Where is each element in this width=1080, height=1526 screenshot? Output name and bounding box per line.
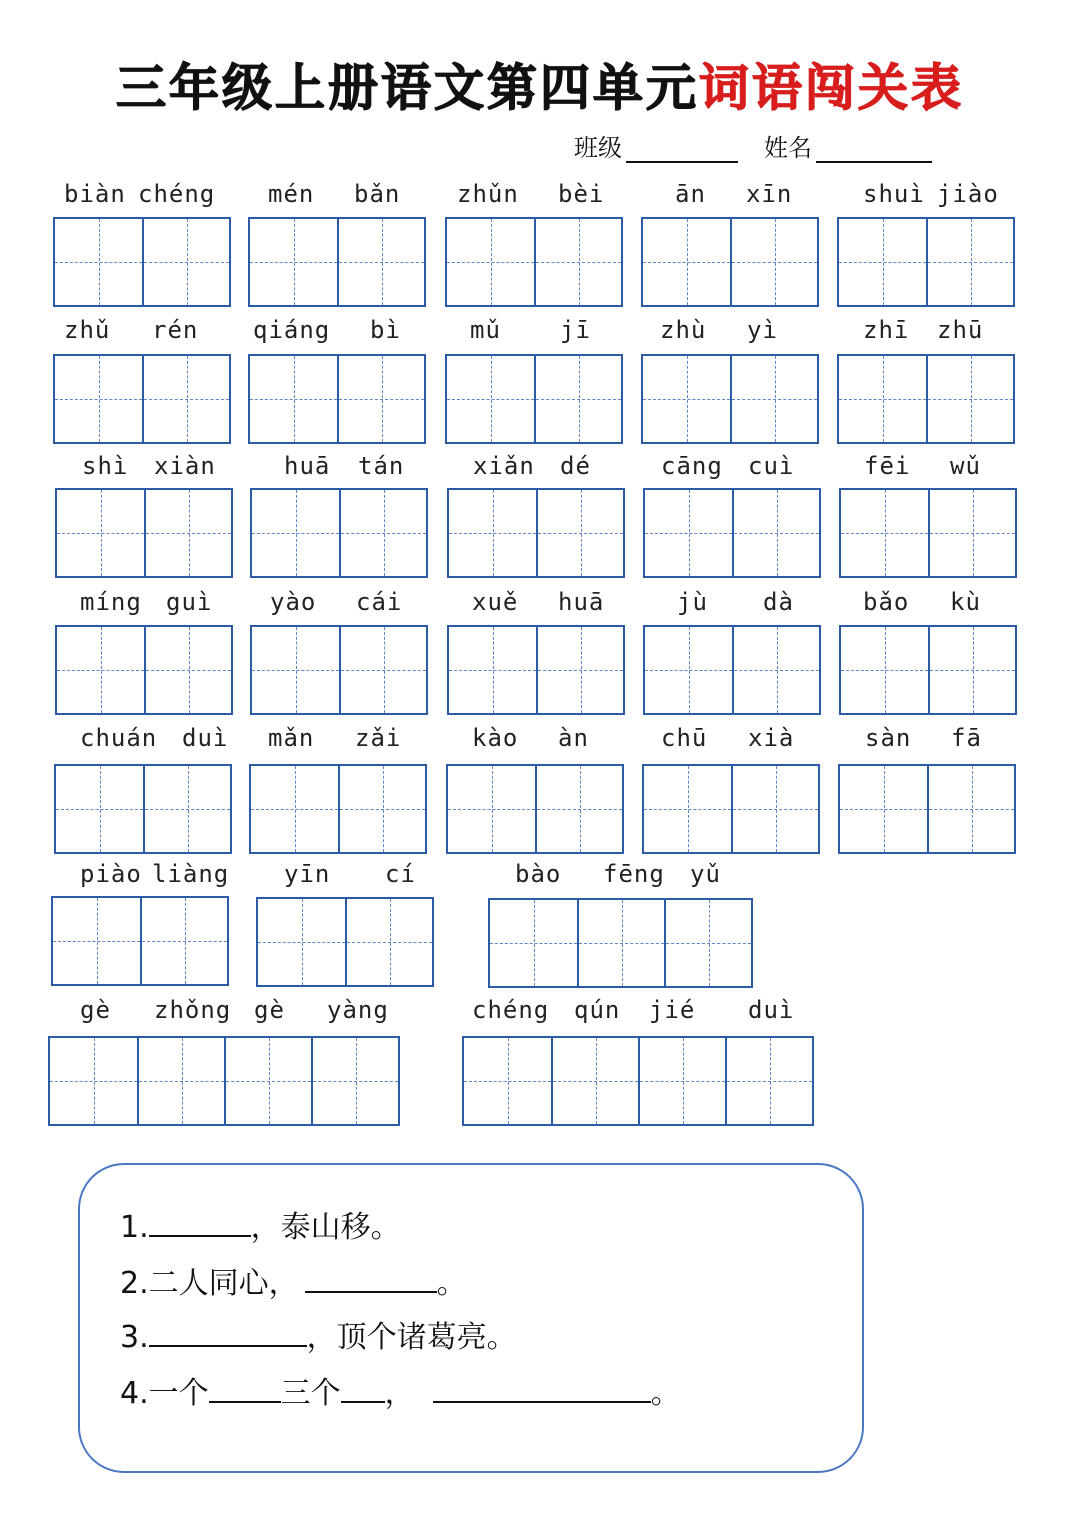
char-grid[interactable]	[446, 764, 624, 854]
char-grid[interactable]	[51, 896, 229, 986]
char-grid[interactable]	[445, 354, 623, 444]
pinyin-syllable: zhǔ	[64, 316, 111, 344]
pinyin-syllable: rén	[152, 316, 199, 344]
char-cell[interactable]	[142, 219, 229, 305]
char-grid[interactable]	[643, 488, 821, 578]
char-cell[interactable]	[840, 766, 927, 852]
pinyin-syllable: tán	[358, 452, 405, 480]
question-4	[120, 1368, 681, 1412]
char-cell[interactable]	[345, 899, 432, 985]
char-cell[interactable]	[250, 356, 337, 442]
char-grid[interactable]	[837, 217, 1015, 307]
char-grid[interactable]	[488, 898, 753, 988]
pinyin-syllable: míng	[80, 588, 142, 616]
worksheet-title	[0, 48, 1080, 120]
char-cell[interactable]	[926, 219, 1013, 305]
char-grid[interactable]	[837, 354, 1015, 444]
char-cell[interactable]	[535, 766, 622, 852]
char-cell[interactable]	[534, 356, 621, 442]
pinyin-syllable: cí	[385, 860, 416, 888]
char-cell[interactable]	[56, 766, 143, 852]
char-cell[interactable]	[448, 766, 535, 852]
question-text: 三个	[280, 1376, 341, 1411]
pinyin-syllable: jiào	[937, 180, 999, 208]
char-grid[interactable]	[248, 354, 426, 444]
pinyin-syllable: cái	[356, 588, 403, 616]
pinyin-syllable: cuì	[748, 452, 795, 480]
pinyin-syllable: bèi	[558, 180, 605, 208]
char-cell[interactable]	[664, 900, 751, 986]
char-cell[interactable]	[339, 490, 426, 576]
pinyin-syllable: qún	[574, 996, 621, 1024]
char-cell[interactable]	[730, 219, 817, 305]
answer-blank[interactable]	[305, 1261, 437, 1293]
char-cell[interactable]	[725, 1038, 812, 1124]
char-grid[interactable]	[55, 488, 233, 578]
char-grid[interactable]	[250, 625, 428, 715]
char-cell[interactable]	[536, 490, 623, 576]
pinyin-syllable: liàng	[152, 860, 230, 888]
char-cell[interactable]	[252, 490, 339, 576]
pinyin-syllable: sàn	[865, 724, 912, 752]
pinyin-syllable: gè	[254, 996, 285, 1024]
question-number: 2.	[120, 1266, 149, 1301]
char-cell[interactable]	[643, 356, 730, 442]
pinyin-syllable: gè	[80, 996, 111, 1024]
char-cell[interactable]	[644, 766, 731, 852]
class-field[interactable]	[574, 128, 738, 163]
char-cell[interactable]	[638, 1038, 725, 1124]
char-grid[interactable]	[256, 897, 434, 987]
pinyin-syllable: zhǔn	[457, 180, 519, 208]
pinyin-syllable: yàng	[327, 996, 389, 1024]
title-highlight: 词语闯关表	[699, 58, 964, 117]
char-cell[interactable]	[839, 219, 926, 305]
char-cell[interactable]	[143, 766, 230, 852]
char-cell[interactable]	[645, 490, 732, 576]
pinyin-syllable: biàn	[64, 180, 126, 208]
char-cell[interactable]	[337, 356, 424, 442]
char-cell[interactable]	[337, 219, 424, 305]
char-cell[interactable]	[643, 219, 730, 305]
pinyin-syllable: kù	[950, 588, 981, 616]
answer-blank[interactable]	[149, 1315, 307, 1347]
char-grid[interactable]	[249, 764, 427, 854]
pinyin-syllable: ān	[675, 180, 706, 208]
pinyin-syllable: huā	[558, 588, 605, 616]
pinyin-syllable: zhǒng	[154, 996, 232, 1024]
char-grid[interactable]	[839, 625, 1017, 715]
char-cell[interactable]	[142, 356, 229, 442]
char-cell[interactable]	[490, 900, 577, 986]
char-cell[interactable]	[140, 898, 227, 984]
question-2	[120, 1258, 467, 1302]
question-text: 。	[650, 1376, 681, 1411]
pinyin-syllable: bǎn	[354, 180, 401, 208]
char-cell[interactable]	[339, 627, 426, 713]
name-blank[interactable]	[816, 135, 932, 163]
pinyin-syllable: zhù	[660, 316, 707, 344]
char-cell[interactable]	[927, 766, 1014, 852]
pinyin-syllable: fā	[951, 724, 982, 752]
char-cell[interactable]	[252, 627, 339, 713]
char-cell[interactable]	[53, 898, 140, 984]
pinyin-syllable: àn	[558, 724, 589, 752]
pinyin-syllable: yào	[270, 588, 317, 616]
name-label: 姓名	[764, 134, 812, 162]
answer-blank[interactable]	[341, 1371, 385, 1403]
pinyin-syllable: zǎi	[355, 724, 402, 752]
char-cell[interactable]	[50, 1038, 137, 1124]
char-grid[interactable]	[447, 625, 625, 715]
pinyin-syllable: xiǎn	[473, 452, 535, 480]
char-grid[interactable]	[55, 625, 233, 715]
char-cell[interactable]	[224, 1038, 311, 1124]
char-grid[interactable]	[641, 354, 819, 444]
question-text: ，泰山移。	[250, 1210, 401, 1245]
pinyin-syllable: xīn	[746, 180, 793, 208]
pinyin-syllable: bì	[370, 316, 401, 344]
pinyin-syllable: duì	[748, 996, 795, 1024]
pinyin-syllable: fēng	[603, 860, 665, 888]
char-grid[interactable]	[248, 217, 426, 307]
answer-blank[interactable]	[149, 1205, 251, 1237]
pinyin-syllable: chéng	[472, 996, 550, 1024]
pinyin-syllable: yīn	[284, 860, 331, 888]
char-cell[interactable]	[731, 766, 818, 852]
pinyin-syllable: bào	[515, 860, 562, 888]
char-cell[interactable]	[926, 356, 1013, 442]
answer-blank[interactable]	[209, 1371, 281, 1403]
char-cell[interactable]	[732, 490, 819, 576]
question-number: 1.	[120, 1210, 149, 1245]
char-cell[interactable]	[447, 219, 534, 305]
pinyin-syllable: dé	[560, 452, 591, 480]
pinyin-syllable: jù	[677, 588, 708, 616]
char-cell[interactable]	[730, 356, 817, 442]
char-cell[interactable]	[137, 1038, 224, 1124]
pinyin-syllable: xiàn	[154, 452, 216, 480]
pinyin-syllable: guì	[166, 588, 213, 616]
char-cell[interactable]	[338, 766, 425, 852]
pinyin-syllable: zhī	[863, 316, 910, 344]
char-grid[interactable]	[462, 1036, 814, 1126]
pinyin-syllable: qiáng	[253, 316, 331, 344]
question-3	[120, 1312, 517, 1356]
pinyin-syllable: shì	[82, 452, 129, 480]
question-text: 一个	[148, 1376, 209, 1411]
char-cell[interactable]	[251, 766, 338, 852]
char-cell[interactable]	[449, 490, 536, 576]
pinyin-syllable: shuì	[863, 180, 925, 208]
title-main: 三年级上册语文第四单元	[116, 58, 699, 117]
char-cell[interactable]	[577, 900, 664, 986]
pinyin-syllable: chuán	[80, 724, 158, 752]
char-grid[interactable]	[54, 764, 232, 854]
pinyin-syllable: duì	[182, 724, 229, 752]
pinyin-syllable: dà	[763, 588, 794, 616]
char-cell[interactable]	[144, 627, 231, 713]
char-cell[interactable]	[57, 627, 144, 713]
pinyin-syllable: mén	[268, 180, 315, 208]
char-grid[interactable]	[641, 217, 819, 307]
char-grid[interactable]	[643, 625, 821, 715]
char-cell[interactable]	[928, 627, 1015, 713]
pinyin-syllable: fēi	[864, 452, 911, 480]
pinyin-syllable: jié	[649, 996, 696, 1024]
char-cell[interactable]	[258, 899, 345, 985]
char-cell[interactable]	[534, 219, 621, 305]
pinyin-syllable: chéng	[138, 180, 216, 208]
question-1	[120, 1202, 401, 1246]
pinyin-syllable: mǔ	[470, 316, 501, 344]
pinyin-syllable: xuě	[472, 588, 519, 616]
pinyin-syllable: jī	[560, 316, 591, 344]
char-cell[interactable]	[311, 1038, 398, 1124]
answer-blank[interactable]	[433, 1371, 651, 1403]
char-grid[interactable]	[250, 488, 428, 578]
char-cell[interactable]	[839, 356, 926, 442]
pinyin-syllable: huā	[284, 452, 331, 480]
char-cell[interactable]	[551, 1038, 638, 1124]
char-grid[interactable]	[447, 488, 625, 578]
char-grid[interactable]	[53, 217, 231, 307]
pinyin-syllable: piào	[80, 860, 142, 888]
char-cell[interactable]	[841, 627, 928, 713]
question-number: 3.	[120, 1320, 149, 1355]
pinyin-syllable: yǔ	[690, 860, 721, 888]
char-grid[interactable]	[445, 217, 623, 307]
char-cell[interactable]	[144, 490, 231, 576]
char-cell[interactable]	[57, 490, 144, 576]
char-grid[interactable]	[53, 354, 231, 444]
class-blank[interactable]	[626, 135, 738, 163]
pinyin-syllable: bǎo	[863, 588, 910, 616]
char-grid[interactable]	[48, 1036, 400, 1126]
pinyin-syllable: kào	[472, 724, 519, 752]
pinyin-syllable: xià	[748, 724, 795, 752]
char-grid[interactable]	[839, 488, 1017, 578]
char-cell[interactable]	[250, 219, 337, 305]
char-cell[interactable]	[55, 356, 142, 442]
class-label: 班级	[574, 134, 622, 162]
char-cell[interactable]	[447, 356, 534, 442]
char-cell[interactable]	[732, 627, 819, 713]
pinyin-syllable: yì	[747, 316, 778, 344]
char-cell[interactable]	[55, 219, 142, 305]
char-cell[interactable]	[449, 627, 536, 713]
pinyin-syllable: cāng	[661, 452, 723, 480]
char-cell[interactable]	[645, 627, 732, 713]
question-text: ，	[384, 1376, 415, 1411]
pinyin-syllable: mǎn	[268, 724, 315, 752]
pinyin-syllable: chū	[661, 724, 708, 752]
question-text: 二人同心，	[148, 1266, 299, 1301]
char-cell[interactable]	[464, 1038, 551, 1124]
char-grid[interactable]	[838, 764, 1016, 854]
pinyin-syllable: wǔ	[950, 452, 981, 480]
char-cell[interactable]	[841, 490, 928, 576]
question-number: 4.	[120, 1376, 149, 1411]
char-grid[interactable]	[642, 764, 820, 854]
pinyin-syllable: zhū	[937, 316, 984, 344]
question-text: ，顶个诸葛亮。	[306, 1320, 517, 1355]
char-cell[interactable]	[536, 627, 623, 713]
char-cell[interactable]	[928, 490, 1015, 576]
name-field[interactable]	[764, 128, 932, 163]
question-text: 。	[436, 1266, 467, 1301]
